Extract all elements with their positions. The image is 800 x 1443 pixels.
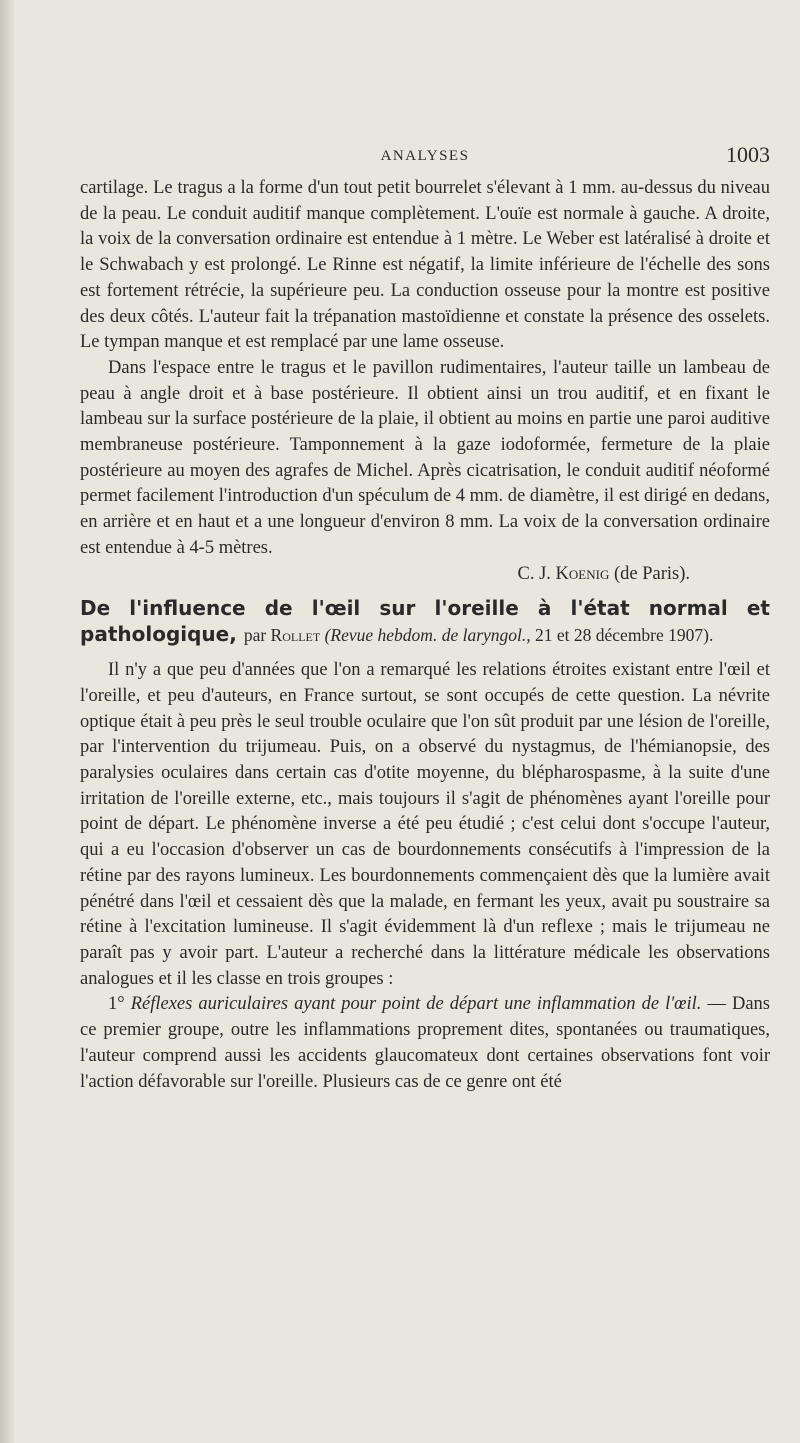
running-title: ANALYSES — [380, 148, 470, 164]
publication-date: 21 et 28 décembre 1907). — [535, 625, 714, 646]
paragraph: cartilage. Le tragus a la forme d'un tout petit bourrelet s'élevant à 1 mm. au-dessus du niveau de la peau. Le conduit auditif manque complètement. L'ouïe est normale à gauche. A droite, la voix de la conversation ordinaire est entendue à 1 mètre. Le Weber est latéralisé à droite et le Schwabach y est prolongé. Le Rinne est négatif, la limite inférieure de l'échelle des sons est fortement rétrécie, la supérieure peu. La conduction osseuse pour la montre est positive des deux côtés. L'auteur fait la trépanation mastoïdienne et constate la présence des osselets. Le tympan manque et est remplacé par une lame osseuse. — [80, 178, 770, 353]
paragraph: Dans l'espace entre le tragus et le pavillon rudimentaires, l'auteur taille un lambeau de peau à angle droit et à base postérieure. Il obtient ainsi un trou auditif, et en fixant le lambeau sur la surface postérieure de la plaie, il obtient au moins en partie une paroi auditive membraneuse postérieure. Tamponnement à la gaze iodoformée, fermeture de la plaie postérieure au moyen des agrafes de Michel. Après cicatrisation, le conduit auditif néoformé permet facilement l'introduction d'un spéculum de 4 mm. de diamètre, il est dirigé en dedans, en arrière et en haut et a une longueur d'environ 8 mm. La voix de la conversation ordinaire est entendue à 4-5 mètres. — [80, 357, 770, 558]
signature — [80, 562, 770, 588]
previous-article — [80, 176, 770, 587]
page-binding-edge — [0, 0, 14, 1443]
item-heading: Réflexes auriculaires ayant pour point de départ une inflammation de l'œil. — [130, 994, 702, 1015]
page — [80, 140, 770, 1095]
article-title — [80, 595, 770, 648]
item-number: 1° — [108, 994, 125, 1015]
signature-place: (de Paris). — [613, 563, 690, 584]
paragraph: Il n'y a que peu d'années que l'on a remarqué les relations étroites existant entre l'œil et l'oreille, et peu d'auteurs, en France surtout, se sont occupés de cette question. La névrite optique était à peu près le seul trouble oculaire que l'on sût produit par une lésion de l'oreille, par l'intervention du trijumeau. Puis, on a observé du nystagmus, de l'hémianopsie, des paralysies oculaires dans certain cas d'otite moyenne, du blépharospasme, à la suite d'une irritation de l'oreille externe, etc., mais toujours il s'agit de phénomènes ayant l'oreille pour point de départ. Le phénomène inverse a été peu étudié ; c'est celui dont s'occupe l'auteur, qui a eu l'occasion d'observer un cas de bourdonnements consécutifs à l'impression de la rétine par des rayons lumineux. Les bourdonnements commençaient dès que la lumière avait pénétré dans l'œil et cessaient dès que la malade, en fermant les yeux, avait pu soustraire sa rétine à l'excitation lumineuse. Il s'agit évidemment là d'un reflexe ; mais le trijumeau ne paraît pas y avoir part. L'auteur a recherché dans la littérature médicale les observations analogues et il les classe en trois groupes : — [80, 660, 770, 989]
list-item — [80, 992, 770, 1095]
signature-name: Koenig — [555, 563, 610, 584]
article-body — [80, 658, 770, 1095]
article-title-text: De l'influence de l'œil sur l'oreille à l'état normal et pathologique, — [80, 596, 770, 647]
byline — [244, 625, 714, 645]
signature-initials: C. J. — [517, 563, 551, 584]
page-number: 1003 — [726, 142, 770, 167]
journal-reference: (Revue hebdom. de laryngol., — [324, 625, 531, 646]
item-text: — Dans ce premier groupe, outre les inflammations proprement dites, spontanées ou traumatiques, l'auteur comprend aussi les accidents glaucomateux dont certaines observations font voir l'action défavorable sur l'oreille. Plusieurs cas de ce genre ont été — [80, 994, 770, 1092]
article-author: Rollet — [270, 625, 321, 646]
byline-by: par — [243, 625, 267, 646]
running-header — [80, 140, 770, 176]
